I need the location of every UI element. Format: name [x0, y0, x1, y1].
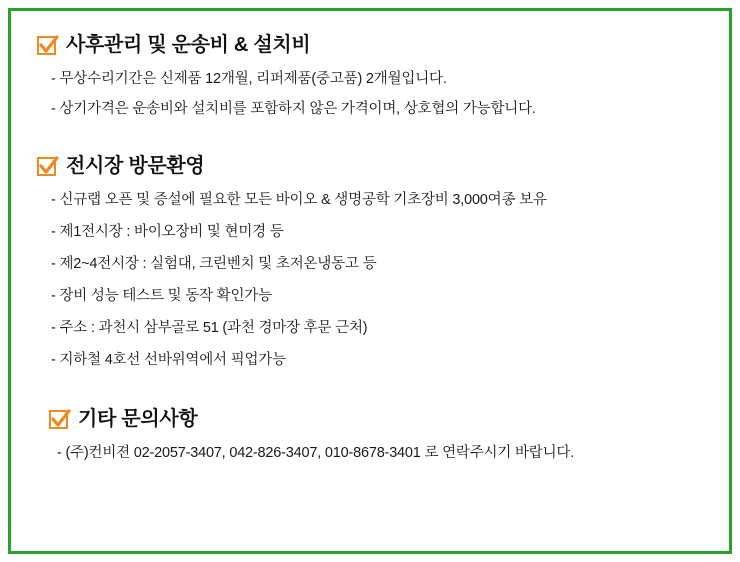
section-showroom-visit — [37, 156, 703, 371]
list-item: - 주소 : 과천시 삼부골로 51 (과천 경마장 후문 근처) — [51, 320, 368, 337]
section-header — [49, 409, 703, 429]
section-item-list — [37, 443, 703, 464]
section-item-list — [37, 190, 703, 371]
section-after-service — [37, 35, 703, 120]
list-item: - (주)컨비젼 02-2057-3407, 042-826-3407, 010-8678-3401 로 연락주시기 바랍니다. — [57, 445, 575, 462]
list-item: - 상기가격은 운송비와 설치비를 포함하지 않은 가격이며, 상호협의 가능합니다. — [51, 101, 536, 118]
list-item: - 지하철 4호선 선바위역에서 픽업가능 — [51, 352, 286, 369]
section-title: 전시장 방문환영 — [66, 155, 205, 178]
section-item-list — [37, 69, 703, 120]
green-bordered-frame — [8, 8, 732, 554]
list-item: - 장비 성능 테스트 및 동작 확인가능 — [51, 288, 272, 305]
list-item: - 제2~4전시장 : 실험대, 크린벤치 및 초저온냉동고 등 — [51, 256, 377, 273]
section-title: 사후관리 및 운송비 & 설치비 — [66, 34, 311, 56]
list-item: - 무상수리기간은 신제품 12개월, 리퍼제품(중고품) 2개월입니다. — [51, 71, 447, 87]
section-title: 기타 문의사항 — [78, 408, 198, 431]
list-item: - 신규랩 오픈 및 증설에 필요한 모든 바이오 & 생명공학 기초장비 3,000여종 보유 — [51, 192, 547, 209]
section-header — [37, 156, 703, 176]
list-item: - 제1전시장 : 바이오장비 및 현미경 등 — [51, 224, 284, 241]
check-box-icon — [37, 157, 56, 176]
check-box-icon — [37, 36, 56, 55]
section-header — [37, 35, 703, 55]
check-box-icon — [49, 410, 68, 429]
section-other-inquiries — [37, 409, 703, 464]
